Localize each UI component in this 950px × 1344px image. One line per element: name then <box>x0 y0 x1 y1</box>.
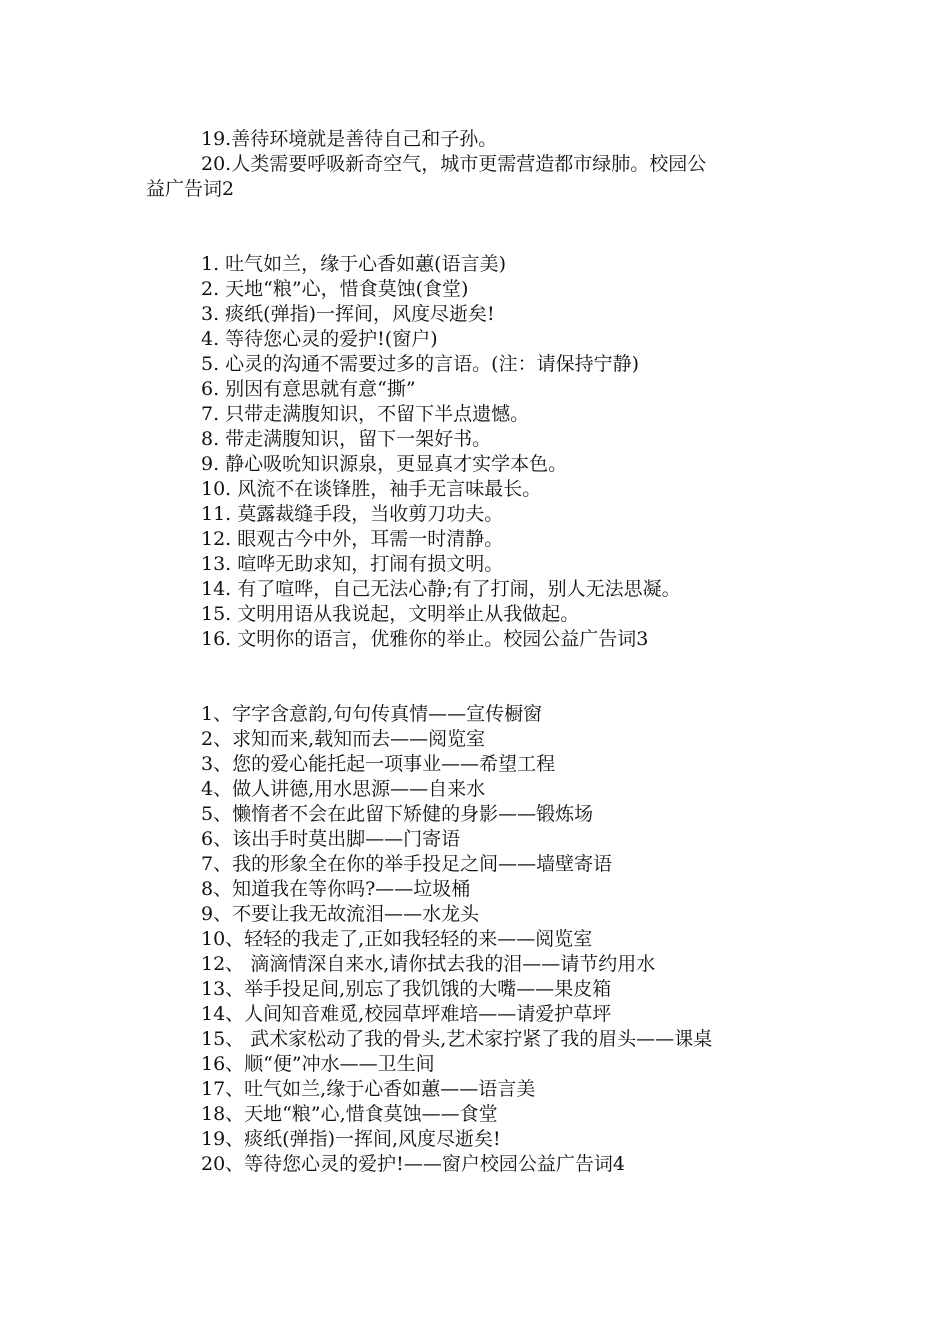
list-item: 8. 带走满腹知识，留下一架好书。 <box>201 428 492 450</box>
list-item: 15、 武术家松动了我的骨头,艺术家拧紧了我的眉头——课桌 <box>201 1028 713 1050</box>
intro-line-1: 19.善待环境就是善待自己和子孙。 <box>201 128 498 150</box>
list-item: 12. 眼观古今中外，耳需一时清静。 <box>201 528 504 550</box>
list-item: 6、该出手时莫出脚——门寄语 <box>201 828 461 850</box>
list-item: 15. 文明用语从我说起，文明举止从我做起。 <box>201 603 580 625</box>
list-item: 9、不要让我无故流泪——水龙头 <box>201 903 480 925</box>
list-item: 14. 有了喧哗，自己无法心静;有了打闹，别人无法思凝。 <box>201 578 681 600</box>
intro-line-3: 益广告词2 <box>146 178 235 200</box>
list-item: 7. 只带走满腹知识，不留下半点遗憾。 <box>201 403 530 425</box>
list-item: 3、您的爱心能托起一项事业——希望工程 <box>201 753 556 775</box>
list-item: 12、 滴滴情深自来水,请你拭去我的泪——请节约用水 <box>201 953 656 975</box>
list-item: 2、求知而来,载知而去——阅览室 <box>201 728 486 750</box>
list-item: 10、轻轻的我走了,正如我轻轻的来——阅览室 <box>201 928 593 950</box>
list-item: 1. 吐气如兰，缘于心香如蕙(语言美) <box>201 253 506 275</box>
list-item: 18、天地“粮”心,惜食莫蚀——食堂 <box>201 1103 498 1125</box>
list-item: 13. 喧哗无助求知，打闹有损文明。 <box>201 553 504 575</box>
list-item: 7、我的形象全在你的举手投足之间——墙壁寄语 <box>201 853 613 875</box>
list-item: 6. 别因有意思就有意“撕” <box>201 378 416 400</box>
list-item: 20、等待您心灵的爱护!——窗户校园公益广告词4 <box>201 1153 625 1175</box>
list-item: 2. 天地“粮”心，惜食莫蚀(食堂) <box>201 278 469 300</box>
list-item: 11. 莫露裁缝手段，当收剪刀功夫。 <box>201 503 504 525</box>
list-item: 19、痰纸(弹指)一挥间,风度尽逝矣! <box>201 1128 501 1150</box>
list-item: 10. 风流不在谈锋胜，袖手无言味最长。 <box>201 478 542 500</box>
intro-line-2: 20.人类需要呼吸新奇空气，城市更需营造都市绿肺。校园公 <box>201 153 707 175</box>
list-item: 9. 静心吸吮知识源泉，更显真才实学本色。 <box>201 453 568 475</box>
list-item: 16. 文明你的语言，优雅你的举止。校园公益广告词3 <box>201 628 649 650</box>
list-item: 5. 心灵的沟通不需要过多的言语。(注：请保持宁静) <box>201 353 639 375</box>
list-item: 13、举手投足间,别忘了我饥饿的大嘴——果皮箱 <box>201 978 612 1000</box>
list-item: 5、懒惰者不会在此留下矫健的身影——锻炼场 <box>201 803 594 825</box>
list-item: 17、吐气如兰,缘于心香如蕙——语言美 <box>201 1078 536 1100</box>
list-item: 4. 等待您心灵的爱护!(窗户) <box>201 328 438 350</box>
list-item: 4、做人讲德,用水思源——自来水 <box>201 778 486 800</box>
list-item: 1、字字含意韵,句句传真情——宣传橱窗 <box>201 703 543 725</box>
list-item: 16、顺“便”冲水——卫生间 <box>201 1053 435 1075</box>
list-item: 8、知道我在等你吗?——垃圾桶 <box>201 878 471 900</box>
list-item: 3. 痰纸(弹指)一挥间，风度尽逝矣! <box>201 303 495 325</box>
list-item: 14、人间知音难觅,校园草坪难培——请爱护草坪 <box>201 1003 612 1025</box>
